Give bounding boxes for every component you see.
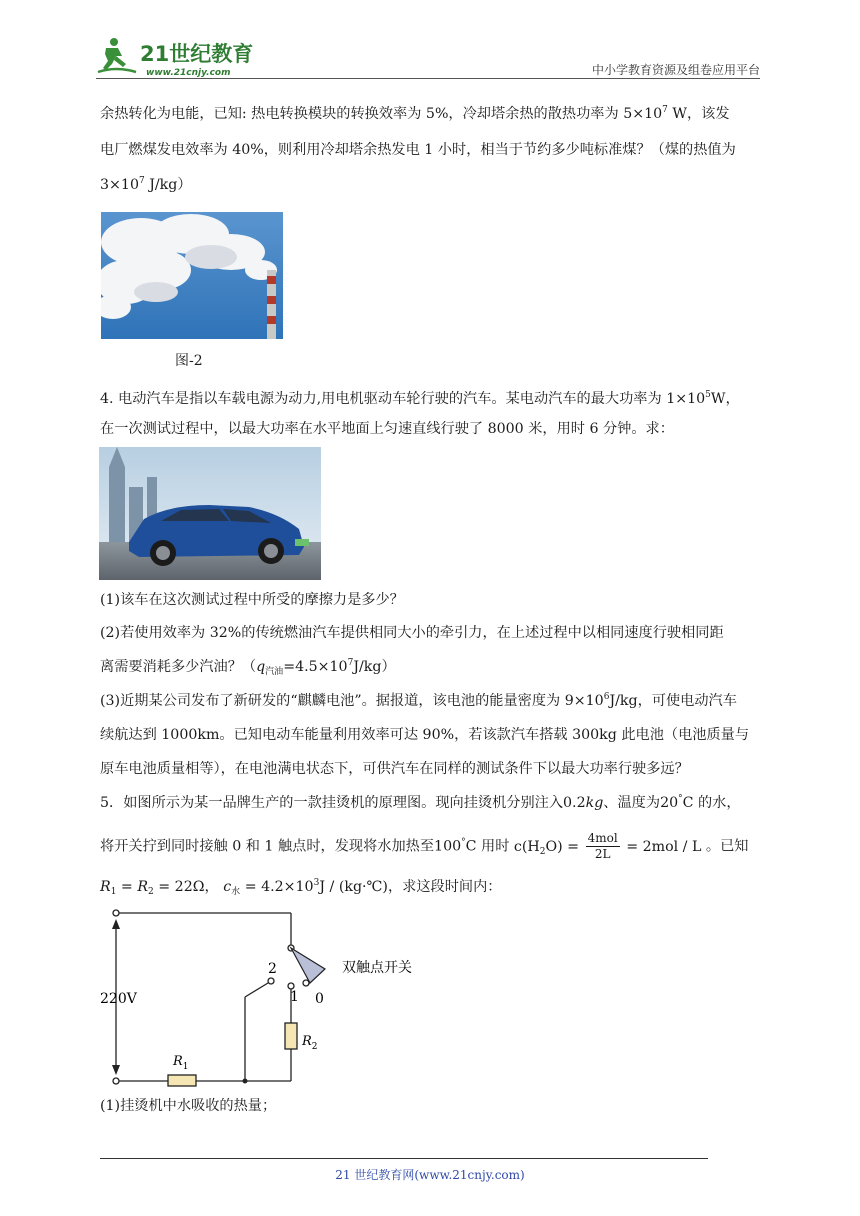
double-contact-switch: [291, 948, 325, 983]
q5-line-3: $R_1 = R_2 = 22\Omega$， $c_水 = 4.2\times 10^3J$ / (kg·℃)，求这段时间内：: [100, 878, 502, 897]
footer-text: 21 世纪教育网(www.21cnjy.com): [335, 1168, 525, 1182]
r1-label: $R_1$: [173, 1054, 189, 1072]
voltage-label: 220V: [100, 991, 137, 1007]
q4-line-1: 4. 电动汽车是指以车载电源为动力,用电机驱动车轮行驶的汽车。某电动汽车的最大功率为 $1\times 10^5W$，: [100, 390, 740, 407]
page-header: [96, 34, 760, 80]
contact-2-label: 2: [268, 961, 277, 977]
q5-line-2: 将开关拧到同时接触 0 和 1 触点时，发现将水加热至100°C 用时 $c(H_2O)$ = 4mol 2L = 2mol / L 。已知: [100, 831, 749, 861]
q3-line-1: 余热转化为电能，已知: 热电转换模块的转换效率为 5%，冷却塔余热的散热功率为 $5\times 10^7$ W，该发: [100, 105, 730, 122]
switch-label: 双触点开关: [342, 960, 412, 976]
q3-line-3: $3\times 10^7$ J/kg）: [100, 176, 192, 193]
r2-label: $R_2$: [302, 1034, 318, 1052]
q4-line-2: 在一次测试过程中，以最大功率在水平地面上匀速直线行驶了 8000 米，用时 6 分钟。求：: [100, 421, 674, 437]
q4-sub-2-line-2: 离需要消耗多少汽油？$(q_{汽油}=4.5\times 10^7J/kg)$: [100, 658, 396, 677]
contact-1-label: 1: [290, 989, 299, 1005]
logo: [96, 34, 266, 78]
electric-car-photo: [99, 447, 321, 580]
logo-url: www.21cnjy.com: [146, 68, 231, 78]
q4-sub-3-line-3: 原车电池质量相等），在电池满电状态下，可供汽车在同样的测试条件下以最大功率行驶多远？: [100, 761, 689, 777]
smokestack-photo: [101, 212, 283, 339]
q4-sub-3-line-1: (3)近期某公司发布了新研发的“麒麟电池”。据报道，该电池的能量密度为 $9\times 10^6J/kg$，可使电动汽车: [100, 692, 737, 709]
q4-sub-3-line-2: 续航达到 1000km。已知电动车能量利用效率可达 90%，若该款汽车搭载 300kg 此电池（电池质量与: [100, 727, 750, 743]
q4-sub-1: (1)该车在这次测试过程中所受的摩擦力是多少？: [100, 592, 404, 608]
header-divider: [96, 78, 760, 79]
q4-sub-2-line-1: (2)若使用效率为 32%的传统燃油汽车提供相同大小的牵引力，在上述过程中以相同速度行驶相同距: [100, 625, 724, 641]
logo-text: 21世纪教育: [140, 42, 254, 66]
contact-0-label: 0: [315, 991, 324, 1007]
circuit-diagram: [98, 905, 458, 1090]
footer-divider: [100, 1158, 708, 1159]
runner-icon: [98, 38, 136, 72]
q5-sub-1: (1)挂烫机中水吸收的热量；: [100, 1098, 277, 1114]
concentration-formula: $c(H_2O)$ = 4mol 2L = 2mol / L: [513, 831, 702, 861]
q3-line-2: 电厂燃煤发电效率为 40%，则利用冷却塔余热发电 1 小时，相当于节约多少吨标准煤？（煤的热值为: [100, 142, 736, 158]
site-name: 中小学教育资源及组卷应用平台: [591, 63, 760, 77]
q5-line-1: 5．如图所示为某一品牌生产的一款挂烫机的原理图。现向挂烫机分别注入0.2kg、温度为20°C 的水，: [100, 794, 741, 811]
figure-caption: 图-2: [175, 353, 203, 369]
